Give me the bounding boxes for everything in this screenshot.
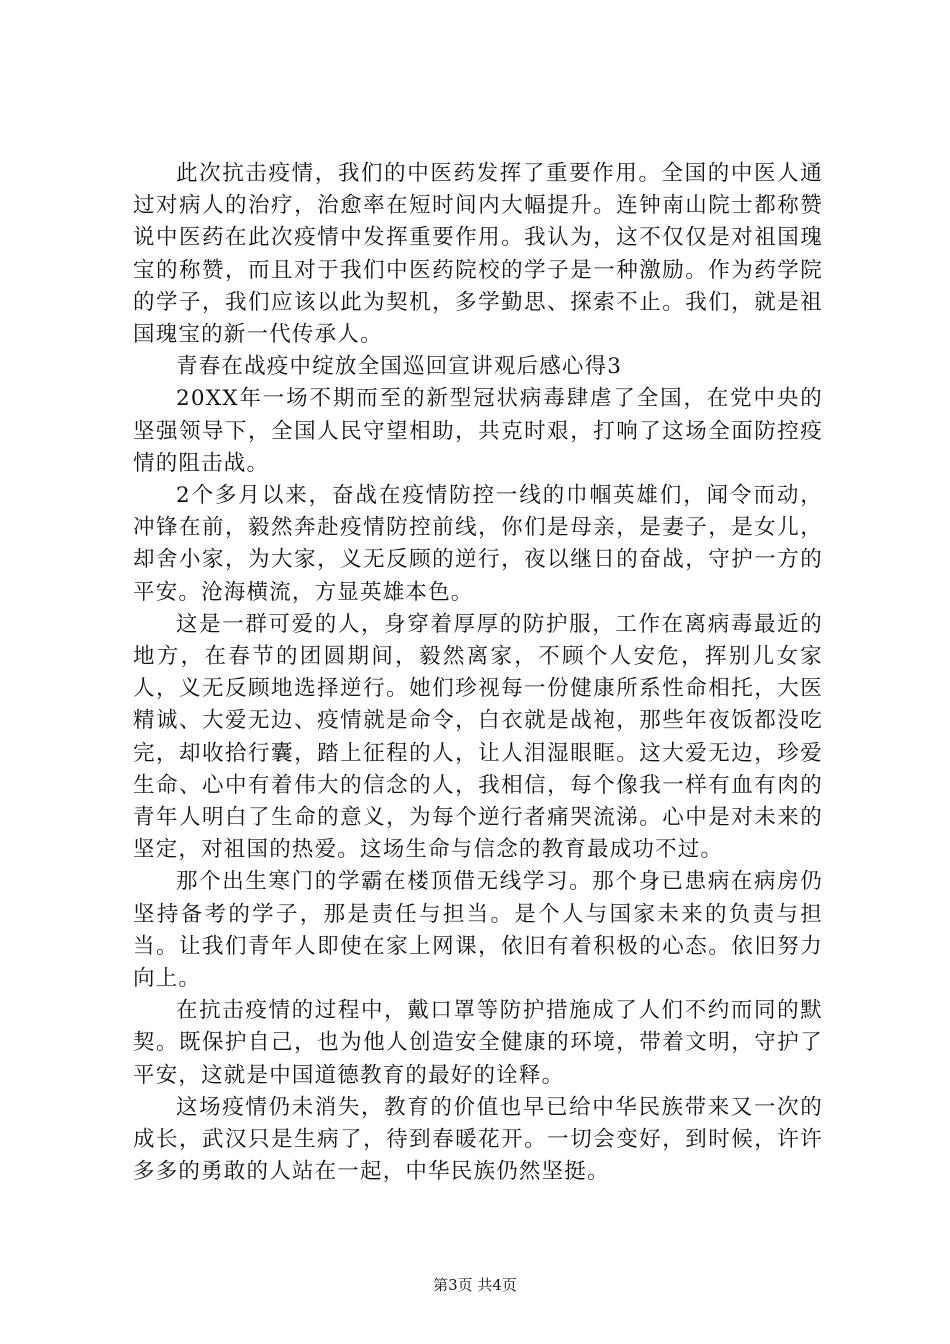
paragraph-masks: 在抗击疫情的过程中，戴口罩等防护措施成了人们不约而同的默契。既保护自己，也为他人创造安全健康的环境，带着文明，守护了平安，这就是中国道德教育的最好的诠释。	[133, 998, 823, 1088]
page-number-footer: 第3页 共4页	[433, 1276, 517, 1294]
paragraph-outbreak: 20XX年一场不期而至的新型冠状病毒肆虐了全国，在党中央的坚强领导下，全国人民守望相助，共克时艰，打响了这场全面防控疫情的阻击战。	[133, 386, 823, 476]
paragraph-heroines: 2个多月以来，奋战在疫情防控一线的巾帼英雄们，闻令而动，冲锋在前，毅然奔赴疫情防控前线，你们是母亲，是妻子，是女儿，却舍小家，为大家，义无反顾的逆行，夜以继日的奋战，守护一方的平安。沧海横流，方显英雄本色。	[133, 483, 823, 605]
section-heading: 青春在战疫中绽放全国巡回宣讲观后感心得3	[176, 354, 623, 380]
paragraph-conclusion: 这场疫情仍未消失，教育的价值也早已给中华民族带来又一次的成长，武汉只是生病了，待到春暖花开。一切会变好，到时候，许许多多的勇敢的人站在一起，中华民族仍然坚挺。	[133, 1094, 823, 1185]
paragraph-tcm-role: 此次抗击疫情，我们的中医药发挥了重要作用。全国的中医人通过对病人的治疗，治愈率在短时间内大幅提升。连钟南山院士都称赞说中医药在此次疫情中发挥重要作用。我认为，这不仅仅是对祖国瑰宝的称赞，而且对于我们中医药院校的学子是一种激励。作为药学院的学子，我们应该以此为契机，多学勤思、探索不止。我们，就是祖国瑰宝的新一代传承人。	[133, 161, 823, 348]
paragraph-students: 那个出生寒门的学霸在楼顶借无线学习。那个身已患病在病房仍坚持备考的学子，那是责任与担当。是个人与国家未来的负责与担当。让我们青年人即使在家上网课，依旧有着积极的心态。依旧努力向上。	[133, 869, 823, 992]
paragraph-lovely-people: 这是一群可爱的人，身穿着厚厚的防护服，工作在离病毒最近的地方，在春节的团圆期间，毅然离家，不顾个人安危，挥别儿女家人，义无反顾地选择逆行。她们珍视每一份健康所系性命相托，大医精诚、大爱无边、疫情就是命令，白衣就是战袍，那些年夜饭都没吃完，却收拾行囊，踏上征程的人，让人泪湿眼眶。这大爱无边，珍爱生命、心中有着伟大的信念的人，我相信，每个像我一样有血有肉的青年人明白了生命的意义，为每个逆行者痛哭流涕。心中是对未来的坚定，对祖国的热爱。这场生命与信念的教育最成功不过。	[133, 611, 823, 863]
document-body	[133, 158, 823, 1189]
